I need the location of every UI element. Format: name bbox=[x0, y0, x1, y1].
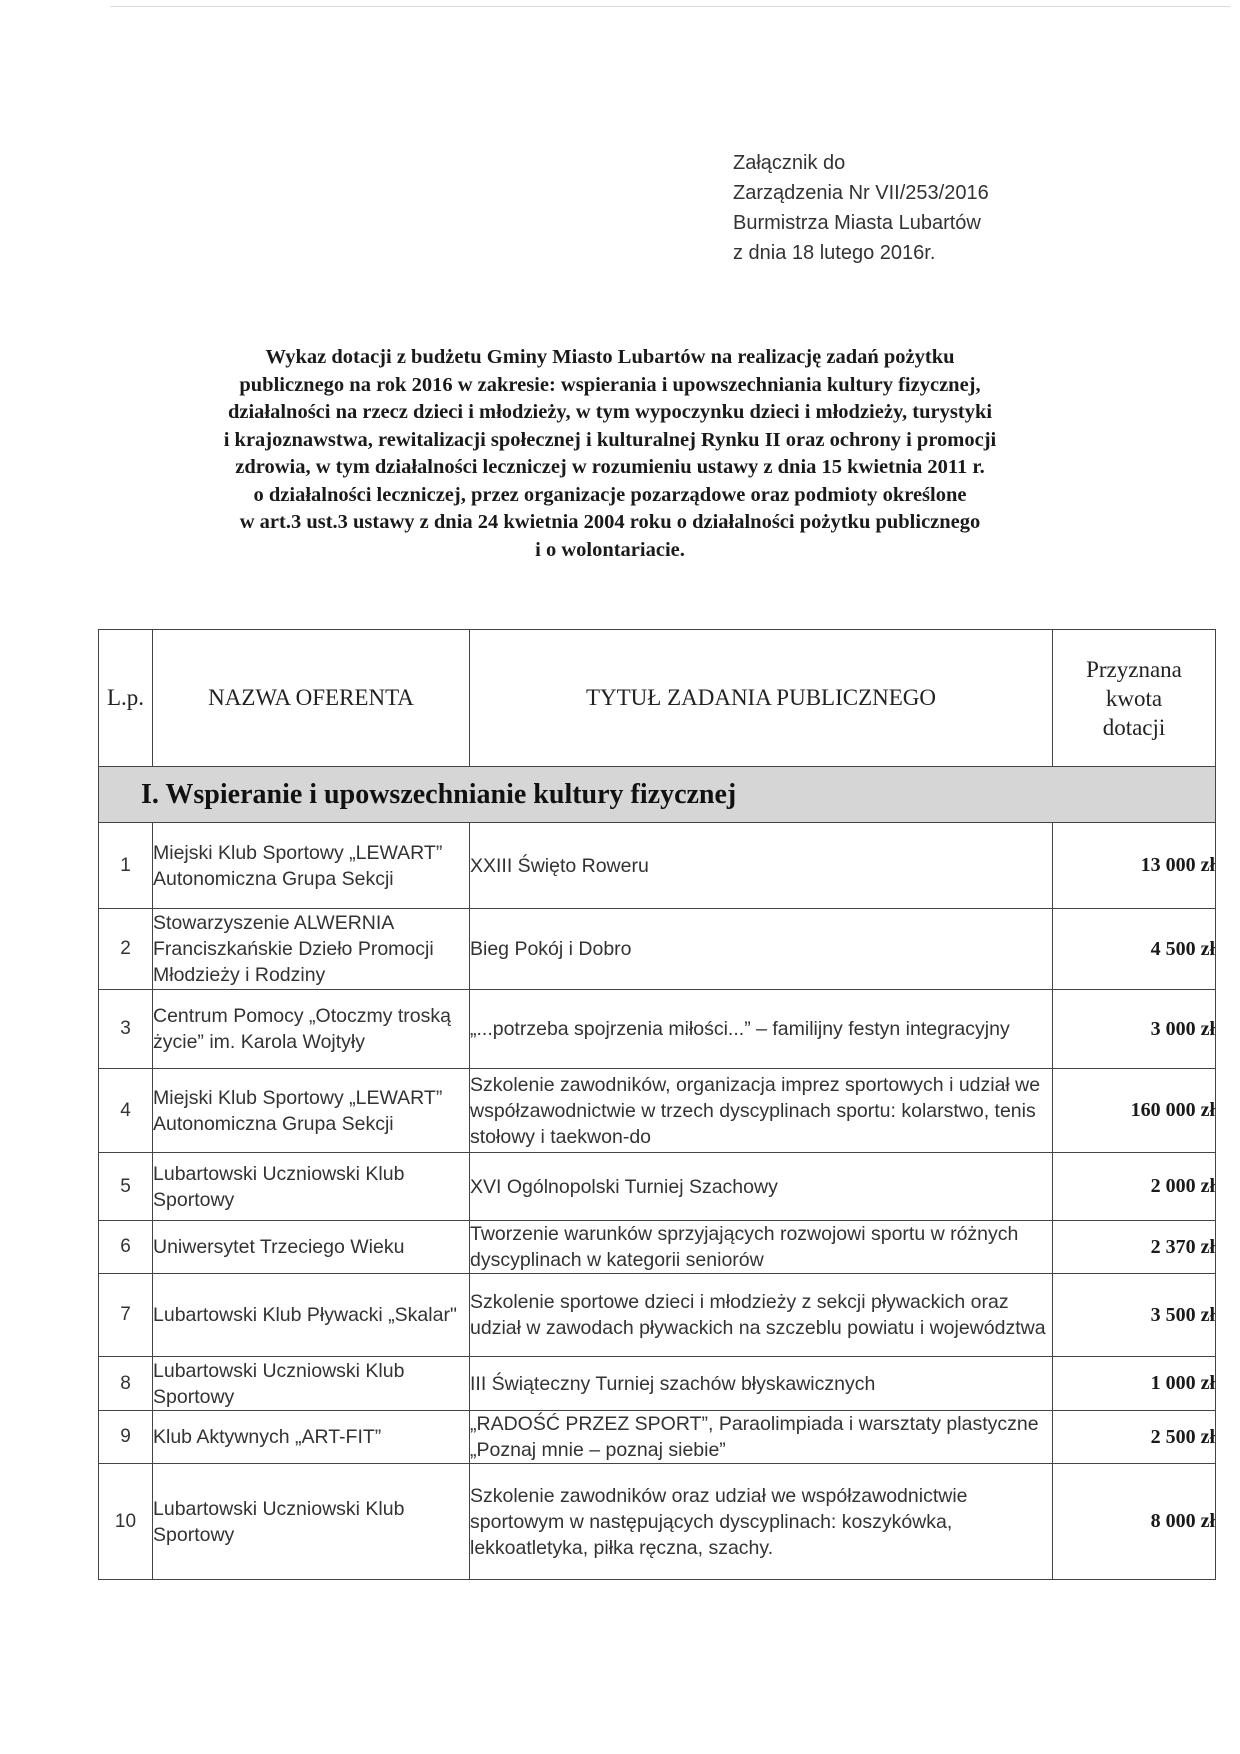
header-lp: L.p. bbox=[99, 630, 153, 767]
applicant-name: Lubartowski Uczniowski Klub Sportowy bbox=[153, 1357, 470, 1411]
table-row bbox=[99, 1411, 1216, 1464]
table-row bbox=[99, 1221, 1216, 1274]
applicant-name: Lubartowski Uczniowski Klub Sportowy bbox=[153, 1464, 470, 1580]
document-title bbox=[140, 344, 1080, 564]
header-task: TYTUŁ ZADANIA PUBLICZNEGO bbox=[470, 630, 1053, 767]
task-title: Szkolenie sportowe dzieci i młodzieży z sekcji pływackich oraz udział w zawodach pływackich na szczeblu powiatu i województwa bbox=[470, 1274, 1053, 1357]
title-line: Wykaz dotacji z budżetu Gminy Miasto Lubartów na realizację zadań pożytku bbox=[265, 346, 955, 368]
row-number: 6 bbox=[99, 1221, 153, 1274]
grant-amount: 2 500 zł bbox=[1053, 1411, 1216, 1464]
attachment-line: Burmistrza Miasta Lubartów bbox=[733, 212, 981, 234]
header-amount-line: Przyznana bbox=[1086, 656, 1182, 682]
attachment-line: z dnia 18 lutego 2016r. bbox=[733, 242, 936, 264]
grant-amount: 1 000 zł bbox=[1053, 1357, 1216, 1411]
table-row bbox=[99, 909, 1216, 990]
table-row bbox=[99, 1357, 1216, 1411]
applicant-name: Miejski Klub Sportowy „LEWART” Autonomiczna Grupa Sekcji bbox=[153, 823, 470, 909]
table-row bbox=[99, 823, 1216, 909]
table-row bbox=[99, 1153, 1216, 1221]
task-title: XXIII Święto Roweru bbox=[470, 823, 1053, 909]
table-row bbox=[99, 1464, 1216, 1580]
row-number: 5 bbox=[99, 1153, 153, 1221]
applicant-name: Lubartowski Klub Pływacki „Skalar" bbox=[153, 1274, 470, 1357]
grant-amount: 160 000 zł bbox=[1053, 1069, 1216, 1153]
task-title: „RADOŚĆ PRZEZ SPORT”, Paraolimpiada i warsztaty plastyczne „Poznaj mnie – poznaj siebie” bbox=[470, 1411, 1053, 1464]
task-title: „...potrzeba spojrzenia miłości...” – familijny festyn integracyjny bbox=[470, 990, 1053, 1069]
row-number: 10 bbox=[99, 1464, 153, 1580]
grant-amount: 8 000 zł bbox=[1053, 1464, 1216, 1580]
title-line: działalności na rzecz dzieci i młodzieży, w tym wypoczynku dzieci i młodzieży, turystyki bbox=[227, 401, 993, 423]
grant-amount: 2 370 zł bbox=[1053, 1221, 1216, 1274]
task-title: Tworzenie warunków sprzyjających rozwojowi sportu w różnych dyscyplinach w kategorii seniorów bbox=[470, 1221, 1053, 1274]
applicant-name: Stowarzyszenie ALWERNIA Franciszkańskie Dzieło Promocji Młodzieży i Rodziny bbox=[153, 909, 470, 990]
header-amount-line: dotacji bbox=[1102, 714, 1166, 740]
table-row bbox=[99, 1069, 1216, 1153]
task-title: Szkolenie zawodników oraz udział we współzawodnictwie sportowym w następujących dyscyplinach: koszykówka, lekkoatletyka, piłka ręczna, szachy. bbox=[470, 1464, 1053, 1580]
row-number: 9 bbox=[99, 1411, 153, 1464]
applicant-name: Klub Aktywnych „ART-FIT” bbox=[153, 1411, 470, 1464]
grants-table bbox=[98, 629, 1216, 1580]
grant-amount: 13 000 zł bbox=[1053, 823, 1216, 909]
table-row bbox=[99, 990, 1216, 1069]
applicant-name: Uniwersytet Trzeciego Wieku bbox=[153, 1221, 470, 1274]
table-row bbox=[99, 1274, 1216, 1357]
task-title: Szkolenie zawodników, organizacja imprez sportowych i udział we współzawodnictwie w trzech dyscyplinach sportu: kolarstwo, tenis stołowy i taekwon-do bbox=[470, 1069, 1053, 1153]
header-amount bbox=[1053, 630, 1216, 767]
attachment-line: Zarządzenia Nr VII/253/2016 bbox=[733, 182, 989, 204]
header-amount-line: kwota bbox=[1105, 685, 1163, 711]
applicant-name: Lubartowski Uczniowski Klub Sportowy bbox=[153, 1153, 470, 1221]
attachment-note bbox=[733, 148, 989, 268]
title-line: o działalności leczniczej, przez organizacje pozarządowe oraz podmioty określone bbox=[253, 483, 967, 506]
row-number: 2 bbox=[99, 909, 153, 990]
grant-amount: 3 000 zł bbox=[1053, 990, 1216, 1069]
title-line: i krajoznawstwa, rewitalizacji społecznej i kulturalnej Rynku II oraz ochrony i promocji bbox=[223, 428, 997, 451]
section-header-row bbox=[99, 767, 1216, 823]
applicant-name: Centrum Pomocy „Otoczmy troską życie” im. Karola Wojtyły bbox=[153, 990, 470, 1069]
title-line: zdrowia, w tym działalności leczniczej w rozumieniu ustawy z dnia 15 kwietnia 2011 r. bbox=[235, 456, 985, 478]
table-header-row bbox=[99, 630, 1216, 767]
title-line: publicznego na rok 2016 w zakresie: wspierania i upowszechniania kultury fizycznej, bbox=[239, 373, 981, 396]
task-title: Bieg Pokój i Dobro bbox=[470, 909, 1053, 990]
task-title: III Świąteczny Turniej szachów błyskawicznych bbox=[470, 1357, 1053, 1411]
grant-amount: 2 000 zł bbox=[1053, 1153, 1216, 1221]
grant-amount: 3 500 zł bbox=[1053, 1274, 1216, 1357]
row-number: 3 bbox=[99, 990, 153, 1069]
row-number: 1 bbox=[99, 823, 153, 909]
grant-amount: 4 500 zł bbox=[1053, 909, 1216, 990]
title-line: i o wolontariacie. bbox=[535, 538, 685, 561]
scan-top-edge bbox=[110, 6, 1230, 7]
header-name: NAZWA OFERENTA bbox=[153, 630, 470, 767]
task-title: XVI Ogólnopolski Turniej Szachowy bbox=[470, 1153, 1053, 1221]
row-number: 8 bbox=[99, 1357, 153, 1411]
applicant-name: Miejski Klub Sportowy „LEWART” Autonomiczna Grupa Sekcji bbox=[153, 1069, 470, 1153]
row-number: 7 bbox=[99, 1274, 153, 1357]
title-line: w art.3 ust.3 ustawy z dnia 24 kwietnia 2004 roku o działalności pożytku publicznego bbox=[239, 511, 981, 533]
row-number: 4 bbox=[99, 1069, 153, 1153]
section-title: I. Wspieranie i upowszechnianie kultury fizycznej bbox=[99, 767, 1216, 823]
attachment-line: Załącznik do bbox=[733, 152, 846, 174]
